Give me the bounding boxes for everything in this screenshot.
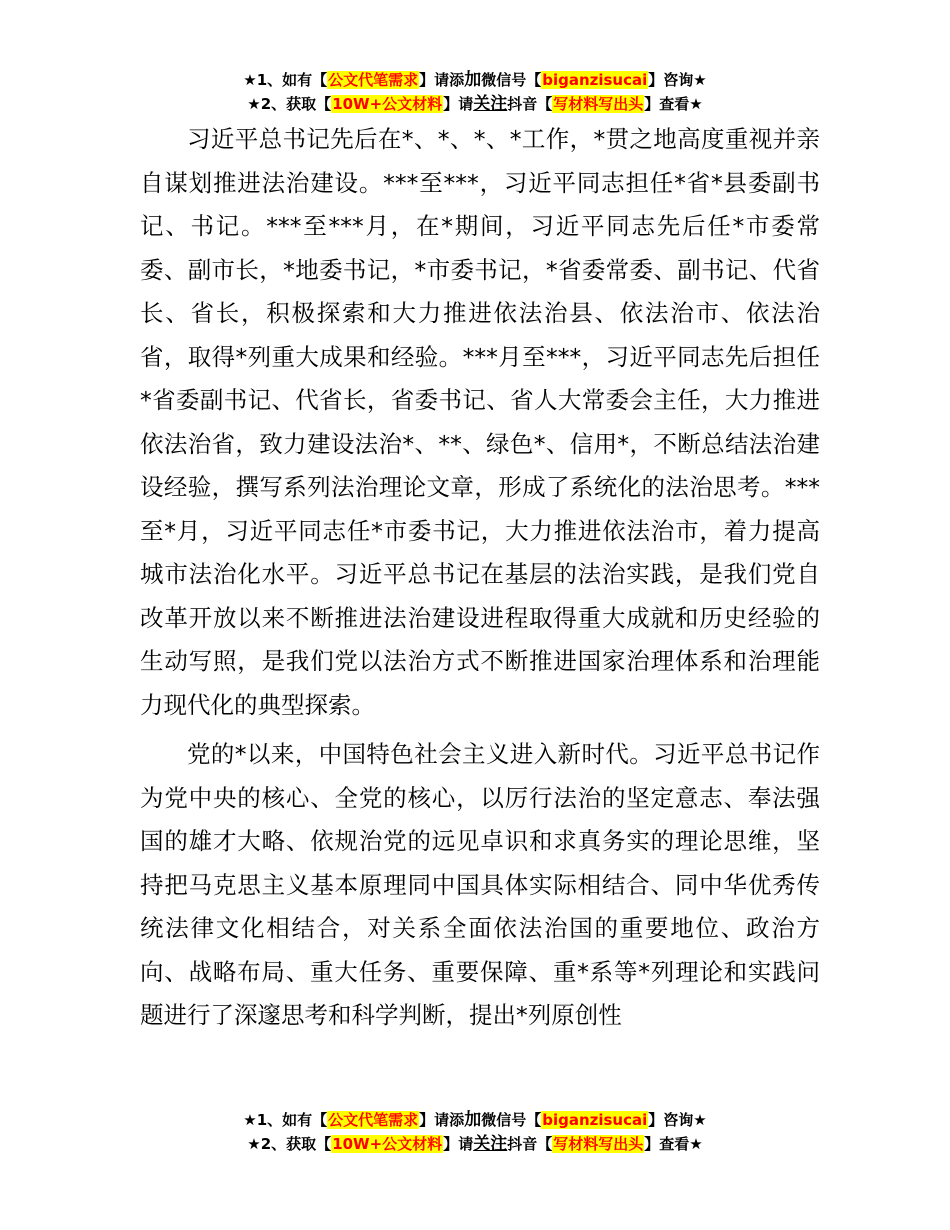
paragraph-2: 党的*以来，中国特色社会主义进入新时代。习近平总书记作为党中央的核心、全党的核心，以厉行法治的坚定意志、奉法强国的雄才大略、依规治党的远见卓识和求真务实的理论思维，坚持把马克思主义基本原理同中国具体实际相结合、同中华优秀传统法律文化相结合，对关系全面依法治国的重要地位、政治方向、战略布局、重大任务、重要保障、重*系等*列理论和实践问题进行了深邃思考和科学判断，提出*列原创性 (140, 740, 820, 1029)
highlight-douyin: 写材料写出头 (553, 95, 644, 113)
header-banner (0, 68, 950, 116)
paragraph-1: 习近平总书记先后在*、*、*、*工作，*贯之地高度重视并亲自谋划推进法治建设。***至***，习近平同志担任*省*县委副书记、书记。***至***月，在*期间，习近平同志先后任*市委常委、副市长，*地委书记，*市委书记，*省委常委、副书记、代省长、省长，积极探索和大力推进依法治县、依法治市、依法治省，取得*列重大成果和经验。***月至***，习近平同志先后担任*省委副书记、代省长，省委书记、省人大常委会主任，大力推进依法治省，致力建设法治*、**、绿色*、信用*，不断总结法治建设经验，撰写系列法治理论文章，形成了系统化的法治思考。***至*月，习近平同志任*市委书记，大力推进依法治市，着力提高城市法治化水平。习近平总书记在基层的法治实践，是我们党自改革开放以来不断推进法治建设进程取得重大成就和历史经验的生动写照，是我们党以法治方式不断推进国家治理体系和治理能力现代化的典型探索。 (140, 125, 820, 719)
highlight-wechat-id: biganzisucai (542, 71, 648, 89)
banner-text: 】咨询★ (648, 71, 707, 89)
footer-banner (0, 1108, 950, 1156)
banner-text: 】查看★ (644, 1135, 703, 1153)
banner-text: ★1、如有【 (243, 71, 328, 89)
banner-emphasis: 关注 (473, 94, 508, 114)
banner-text: 微信号【 (481, 1111, 542, 1129)
banner-line-2 (0, 92, 950, 116)
banner-line-1 (0, 68, 950, 92)
banner-line-1 (0, 1108, 950, 1132)
highlight-wechat-id: biganzisucai (542, 1111, 648, 1129)
highlight-service: 公文代笔需求 (328, 71, 419, 89)
banner-line-2 (0, 1132, 950, 1156)
banner-text: 】请 (443, 95, 474, 113)
highlight-service: 公文代笔需求 (328, 1111, 419, 1129)
banner-text: 】查看★ (644, 95, 703, 113)
banner-text: 抖音【 (507, 1135, 553, 1153)
banner-text: 】咨询★ (648, 1111, 707, 1129)
banner-emphasis: 加 (464, 70, 482, 90)
banner-text: ★2、获取【 (247, 1135, 332, 1153)
highlight-douyin: 写材料写出头 (553, 1135, 644, 1153)
highlight-materials: 10W+公文材料 (332, 95, 443, 113)
banner-emphasis: 加 (464, 1110, 482, 1130)
banner-text: 】请 (443, 1135, 474, 1153)
document-body (140, 118, 820, 1038)
banner-text: 】请添 (419, 71, 465, 89)
highlight-materials: 10W+公文材料 (332, 1135, 443, 1153)
banner-emphasis: 关注 (473, 1134, 508, 1154)
banner-text: ★1、如有【 (243, 1111, 328, 1129)
banner-text: 微信号【 (481, 71, 542, 89)
banner-text: ★2、获取【 (247, 95, 332, 113)
banner-text: 】请添 (419, 1111, 465, 1129)
banner-text: 抖音【 (507, 95, 553, 113)
